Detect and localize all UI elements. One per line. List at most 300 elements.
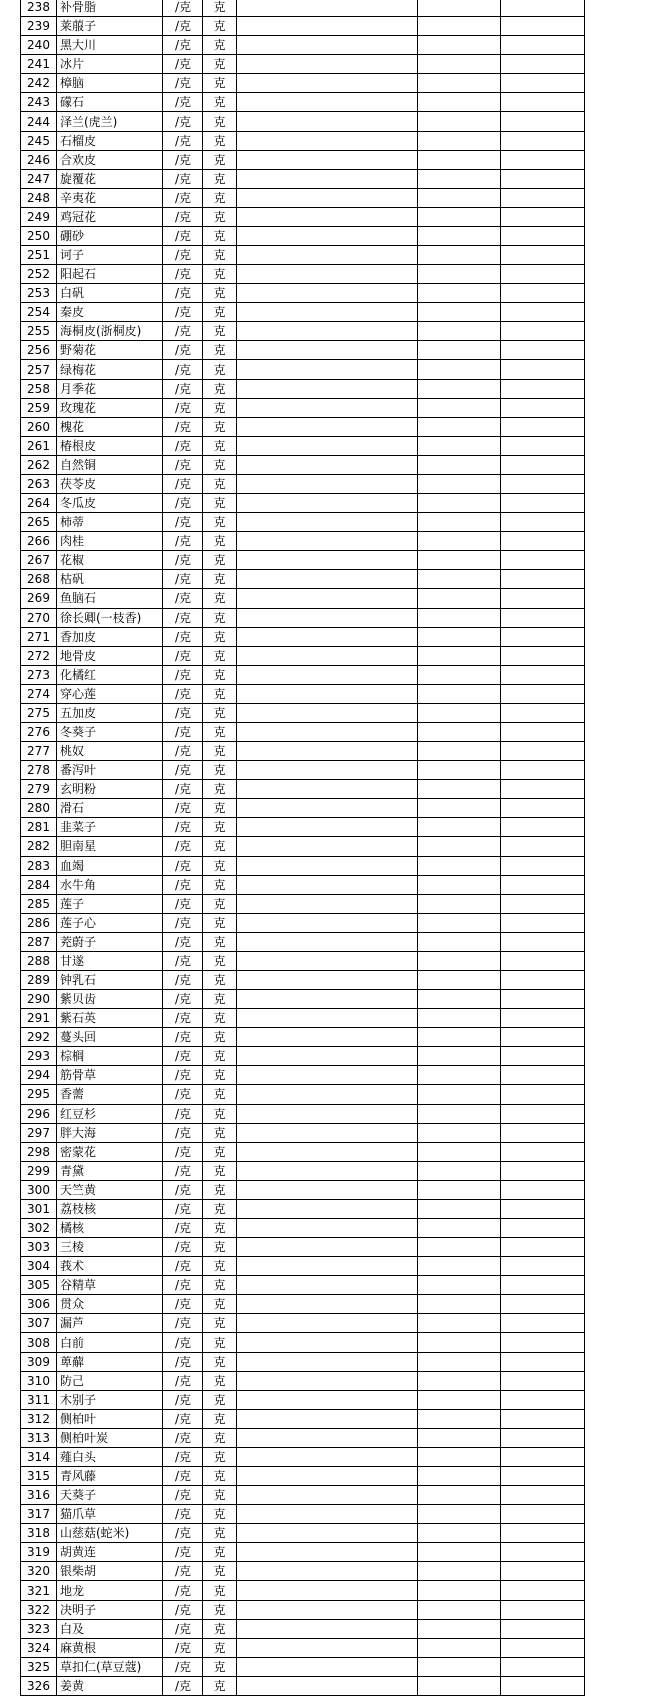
spec-cell: /克 bbox=[163, 970, 203, 989]
table-row bbox=[21, 341, 585, 360]
blank-cell bbox=[418, 532, 501, 551]
spec-cell: /克 bbox=[163, 570, 203, 589]
blank-cell bbox=[237, 1505, 418, 1524]
row-number-cell: 246 bbox=[21, 150, 57, 169]
row-number-cell: 276 bbox=[21, 722, 57, 741]
table-row bbox=[21, 1428, 585, 1447]
blank-cell bbox=[501, 436, 585, 455]
blank-cell bbox=[237, 188, 418, 207]
blank-cell bbox=[237, 398, 418, 417]
blank-cell bbox=[418, 1219, 501, 1238]
row-number-cell: 295 bbox=[21, 1085, 57, 1104]
table-row bbox=[21, 1543, 585, 1562]
table-row bbox=[21, 1104, 585, 1123]
blank-cell bbox=[501, 837, 585, 856]
blank-cell bbox=[501, 1257, 585, 1276]
spec-cell: /克 bbox=[163, 589, 203, 608]
spec-cell: /克 bbox=[163, 1085, 203, 1104]
blank-cell bbox=[501, 532, 585, 551]
item-name-cell: 月季花 bbox=[57, 379, 163, 398]
spec-cell: /克 bbox=[163, 74, 203, 93]
table-row bbox=[21, 1333, 585, 1352]
item-name-cell: 血竭 bbox=[57, 856, 163, 875]
table-row bbox=[21, 837, 585, 856]
unit-cell: 克 bbox=[203, 818, 237, 837]
blank-cell bbox=[418, 875, 501, 894]
row-number-cell: 317 bbox=[21, 1505, 57, 1524]
blank-cell bbox=[418, 1352, 501, 1371]
spec-cell: /克 bbox=[163, 474, 203, 493]
blank-cell bbox=[501, 1104, 585, 1123]
unit-cell: 克 bbox=[203, 1219, 237, 1238]
unit-cell: 克 bbox=[203, 932, 237, 951]
blank-cell bbox=[418, 742, 501, 761]
unit-cell: 克 bbox=[203, 1123, 237, 1142]
blank-cell bbox=[237, 1199, 418, 1218]
item-name-cell: 白前 bbox=[57, 1333, 163, 1352]
item-name-cell: 绿梅花 bbox=[57, 360, 163, 379]
item-name-cell: 谷精草 bbox=[57, 1276, 163, 1295]
table-row bbox=[21, 55, 585, 74]
blank-cell bbox=[501, 1676, 585, 1695]
table-row bbox=[21, 322, 585, 341]
item-name-cell: 穿心莲 bbox=[57, 684, 163, 703]
item-name-cell: 椿根皮 bbox=[57, 436, 163, 455]
spec-cell: /克 bbox=[163, 1467, 203, 1486]
blank-cell bbox=[501, 341, 585, 360]
row-number-cell: 258 bbox=[21, 379, 57, 398]
blank-cell bbox=[418, 780, 501, 799]
item-name-cell: 猫爪草 bbox=[57, 1505, 163, 1524]
item-name-cell: 胡黄连 bbox=[57, 1543, 163, 1562]
item-name-cell: 野菊花 bbox=[57, 341, 163, 360]
item-name-cell: 贯众 bbox=[57, 1295, 163, 1314]
price-table bbox=[20, 0, 585, 1696]
blank-cell bbox=[237, 646, 418, 665]
unit-cell: 克 bbox=[203, 1371, 237, 1390]
blank-cell bbox=[418, 1066, 501, 1085]
table-row bbox=[21, 1123, 585, 1142]
unit-cell: 克 bbox=[203, 74, 237, 93]
item-name-cell: 筋骨草 bbox=[57, 1066, 163, 1085]
item-name-cell: 侧柏叶 bbox=[57, 1409, 163, 1428]
row-number-cell: 324 bbox=[21, 1638, 57, 1657]
blank-cell bbox=[501, 226, 585, 245]
blank-cell bbox=[501, 1638, 585, 1657]
blank-cell bbox=[418, 74, 501, 93]
item-name-cell: 樟脑 bbox=[57, 74, 163, 93]
row-number-cell: 279 bbox=[21, 780, 57, 799]
blank-cell bbox=[237, 856, 418, 875]
blank-cell bbox=[418, 1238, 501, 1257]
spec-cell: /克 bbox=[163, 1295, 203, 1314]
item-name-cell: 紫石英 bbox=[57, 1009, 163, 1028]
blank-cell bbox=[501, 1333, 585, 1352]
row-number-cell: 252 bbox=[21, 265, 57, 284]
unit-cell: 克 bbox=[203, 1180, 237, 1199]
blank-cell bbox=[501, 761, 585, 780]
item-name-cell: 木别子 bbox=[57, 1390, 163, 1409]
unit-cell: 克 bbox=[203, 532, 237, 551]
unit-cell: 克 bbox=[203, 990, 237, 1009]
table-row bbox=[21, 875, 585, 894]
blank-cell bbox=[501, 1562, 585, 1581]
blank-cell bbox=[501, 856, 585, 875]
row-number-cell: 297 bbox=[21, 1123, 57, 1142]
unit-cell: 克 bbox=[203, 455, 237, 474]
blank-cell bbox=[501, 742, 585, 761]
unit-cell: 克 bbox=[203, 1047, 237, 1066]
item-name-cell: 自然铜 bbox=[57, 455, 163, 474]
spec-cell: /克 bbox=[163, 837, 203, 856]
row-number-cell: 250 bbox=[21, 226, 57, 245]
item-name-cell: 徐长卿(一枝香) bbox=[57, 608, 163, 627]
row-number-cell: 315 bbox=[21, 1467, 57, 1486]
unit-cell: 克 bbox=[203, 837, 237, 856]
spec-cell: /克 bbox=[163, 1505, 203, 1524]
spec-cell: /克 bbox=[163, 188, 203, 207]
blank-cell bbox=[501, 1428, 585, 1447]
blank-cell bbox=[418, 1505, 501, 1524]
blank-cell bbox=[418, 684, 501, 703]
table-row bbox=[21, 551, 585, 570]
blank-cell bbox=[237, 703, 418, 722]
blank-cell bbox=[501, 246, 585, 265]
item-name-cell: 薤白头 bbox=[57, 1447, 163, 1466]
blank-cell bbox=[501, 1352, 585, 1371]
blank-cell bbox=[237, 532, 418, 551]
blank-cell bbox=[237, 1390, 418, 1409]
blank-cell bbox=[501, 417, 585, 436]
spec-cell: /克 bbox=[163, 169, 203, 188]
blank-cell bbox=[501, 1581, 585, 1600]
unit-cell: 克 bbox=[203, 1085, 237, 1104]
spec-cell: /克 bbox=[163, 1409, 203, 1428]
item-name-cell: 白矾 bbox=[57, 284, 163, 303]
spec-cell: /克 bbox=[163, 1066, 203, 1085]
spec-cell: /克 bbox=[163, 513, 203, 532]
unit-cell: 克 bbox=[203, 1619, 237, 1638]
item-name-cell: 槐花 bbox=[57, 417, 163, 436]
blank-cell bbox=[237, 1467, 418, 1486]
blank-cell bbox=[501, 188, 585, 207]
item-name-cell: 冬葵子 bbox=[57, 722, 163, 741]
blank-cell bbox=[501, 1295, 585, 1314]
table-row bbox=[21, 1676, 585, 1695]
table-row bbox=[21, 246, 585, 265]
blank-cell bbox=[418, 646, 501, 665]
table-row bbox=[21, 226, 585, 245]
unit-cell: 克 bbox=[203, 150, 237, 169]
spec-cell: /克 bbox=[163, 742, 203, 761]
item-name-cell: 鱼脑石 bbox=[57, 589, 163, 608]
blank-cell bbox=[501, 1219, 585, 1238]
item-name-cell: 硼砂 bbox=[57, 226, 163, 245]
blank-cell bbox=[418, 1409, 501, 1428]
blank-cell bbox=[237, 150, 418, 169]
unit-cell: 克 bbox=[203, 436, 237, 455]
blank-cell bbox=[237, 875, 418, 894]
blank-cell bbox=[501, 665, 585, 684]
row-number-cell: 261 bbox=[21, 436, 57, 455]
spec-cell: /克 bbox=[163, 1619, 203, 1638]
row-number-cell: 257 bbox=[21, 360, 57, 379]
unit-cell: 克 bbox=[203, 1600, 237, 1619]
item-name-cell: 棕榈 bbox=[57, 1047, 163, 1066]
blank-cell bbox=[237, 1161, 418, 1180]
blank-cell bbox=[501, 1505, 585, 1524]
blank-cell bbox=[418, 1371, 501, 1390]
item-name-cell: 三棱 bbox=[57, 1238, 163, 1257]
row-number-cell: 314 bbox=[21, 1447, 57, 1466]
unit-cell: 克 bbox=[203, 1657, 237, 1676]
row-number-cell: 291 bbox=[21, 1009, 57, 1028]
blank-cell bbox=[418, 1486, 501, 1505]
item-name-cell: 枯矾 bbox=[57, 570, 163, 589]
blank-cell bbox=[501, 1066, 585, 1085]
blank-cell bbox=[501, 1161, 585, 1180]
row-number-cell: 310 bbox=[21, 1371, 57, 1390]
item-name-cell: 决明子 bbox=[57, 1600, 163, 1619]
blank-cell bbox=[237, 1333, 418, 1352]
spec-cell: /克 bbox=[163, 1047, 203, 1066]
blank-cell bbox=[501, 703, 585, 722]
unit-cell: 克 bbox=[203, 1486, 237, 1505]
unit-cell: 克 bbox=[203, 246, 237, 265]
table-row bbox=[21, 131, 585, 150]
table-row bbox=[21, 1638, 585, 1657]
unit-cell: 克 bbox=[203, 1066, 237, 1085]
spec-cell: /克 bbox=[163, 1257, 203, 1276]
unit-cell: 克 bbox=[203, 856, 237, 875]
table-row bbox=[21, 665, 585, 684]
spec-cell: /克 bbox=[163, 1028, 203, 1047]
blank-cell bbox=[237, 799, 418, 818]
item-name-cell: 天竺黄 bbox=[57, 1180, 163, 1199]
table-row bbox=[21, 608, 585, 627]
spec-cell: /克 bbox=[163, 1180, 203, 1199]
row-number-cell: 256 bbox=[21, 341, 57, 360]
item-name-cell: 青风藤 bbox=[57, 1467, 163, 1486]
spec-cell: /克 bbox=[163, 608, 203, 627]
unit-cell: 克 bbox=[203, 1199, 237, 1218]
item-name-cell: 肉桂 bbox=[57, 532, 163, 551]
row-number-cell: 267 bbox=[21, 551, 57, 570]
blank-cell bbox=[418, 894, 501, 913]
blank-cell bbox=[418, 1028, 501, 1047]
blank-cell bbox=[237, 818, 418, 837]
item-name-cell: 钟乳石 bbox=[57, 970, 163, 989]
blank-cell bbox=[237, 1619, 418, 1638]
row-number-cell: 308 bbox=[21, 1333, 57, 1352]
blank-cell bbox=[237, 913, 418, 932]
blank-cell bbox=[418, 360, 501, 379]
item-name-cell: 阳起石 bbox=[57, 265, 163, 284]
blank-cell bbox=[237, 1486, 418, 1505]
table-row bbox=[21, 1238, 585, 1257]
unit-cell: 克 bbox=[203, 284, 237, 303]
unit-cell: 克 bbox=[203, 1276, 237, 1295]
blank-cell bbox=[418, 722, 501, 741]
blank-cell bbox=[418, 932, 501, 951]
unit-cell: 克 bbox=[203, 17, 237, 36]
unit-cell: 克 bbox=[203, 226, 237, 245]
blank-cell bbox=[418, 93, 501, 112]
blank-cell bbox=[418, 608, 501, 627]
blank-cell bbox=[237, 742, 418, 761]
table-row bbox=[21, 379, 585, 398]
blank-cell bbox=[501, 1543, 585, 1562]
spec-cell: /克 bbox=[163, 265, 203, 284]
blank-cell bbox=[418, 1543, 501, 1562]
blank-cell bbox=[501, 1390, 585, 1409]
table-row bbox=[21, 1447, 585, 1466]
unit-cell: 克 bbox=[203, 379, 237, 398]
unit-cell: 克 bbox=[203, 1524, 237, 1543]
spec-cell: /克 bbox=[163, 951, 203, 970]
unit-cell: 克 bbox=[203, 1467, 237, 1486]
item-name-cell: 冰片 bbox=[57, 55, 163, 74]
item-name-cell: 番泻叶 bbox=[57, 761, 163, 780]
blank-cell bbox=[418, 322, 501, 341]
item-name-cell: 地骨皮 bbox=[57, 646, 163, 665]
row-number-cell: 255 bbox=[21, 322, 57, 341]
spec-cell: /克 bbox=[163, 398, 203, 417]
spec-cell: /克 bbox=[163, 112, 203, 131]
spec-cell: /克 bbox=[163, 875, 203, 894]
blank-cell bbox=[418, 913, 501, 932]
unit-cell: 克 bbox=[203, 112, 237, 131]
blank-cell bbox=[418, 55, 501, 74]
blank-cell bbox=[501, 990, 585, 1009]
item-name-cell: 石榴皮 bbox=[57, 131, 163, 150]
blank-cell bbox=[501, 1371, 585, 1390]
row-number-cell: 289 bbox=[21, 970, 57, 989]
spec-cell: /克 bbox=[163, 1581, 203, 1600]
table-row bbox=[21, 36, 585, 55]
item-name-cell: 水牛角 bbox=[57, 875, 163, 894]
blank-cell bbox=[501, 1486, 585, 1505]
blank-cell bbox=[501, 169, 585, 188]
blank-cell bbox=[418, 17, 501, 36]
table-row bbox=[21, 894, 585, 913]
blank-cell bbox=[237, 303, 418, 322]
row-number-cell: 240 bbox=[21, 36, 57, 55]
row-number-cell: 306 bbox=[21, 1295, 57, 1314]
blank-cell bbox=[418, 417, 501, 436]
item-name-cell: 姜黄 bbox=[57, 1676, 163, 1695]
row-number-cell: 283 bbox=[21, 856, 57, 875]
blank-cell bbox=[418, 1467, 501, 1486]
row-number-cell: 239 bbox=[21, 17, 57, 36]
blank-cell bbox=[501, 780, 585, 799]
blank-cell bbox=[418, 1333, 501, 1352]
spec-cell: /克 bbox=[163, 1543, 203, 1562]
item-name-cell: 胖大海 bbox=[57, 1123, 163, 1142]
table-row bbox=[21, 1085, 585, 1104]
item-name-cell: 旋覆花 bbox=[57, 169, 163, 188]
spec-cell: /克 bbox=[163, 1333, 203, 1352]
blank-cell bbox=[501, 875, 585, 894]
row-number-cell: 319 bbox=[21, 1543, 57, 1562]
blank-cell bbox=[418, 970, 501, 989]
item-name-cell: 冬瓜皮 bbox=[57, 494, 163, 513]
blank-cell bbox=[501, 1199, 585, 1218]
item-name-cell: 香加皮 bbox=[57, 627, 163, 646]
row-number-cell: 282 bbox=[21, 837, 57, 856]
blank-cell bbox=[501, 722, 585, 741]
spec-cell: /克 bbox=[163, 932, 203, 951]
item-name-cell: 补骨脂 bbox=[57, 0, 163, 17]
spec-cell: /克 bbox=[163, 494, 203, 513]
unit-cell: 克 bbox=[203, 1543, 237, 1562]
blank-cell bbox=[237, 570, 418, 589]
unit-cell: 克 bbox=[203, 780, 237, 799]
blank-cell bbox=[237, 1104, 418, 1123]
table-row bbox=[21, 589, 585, 608]
item-name-cell: 紫贝齿 bbox=[57, 990, 163, 1009]
blank-cell bbox=[501, 513, 585, 532]
table-row bbox=[21, 1161, 585, 1180]
table-row bbox=[21, 742, 585, 761]
table-row bbox=[21, 1371, 585, 1390]
blank-cell bbox=[418, 169, 501, 188]
unit-cell: 克 bbox=[203, 627, 237, 646]
blank-cell bbox=[418, 284, 501, 303]
spec-cell: /克 bbox=[163, 894, 203, 913]
blank-cell bbox=[501, 1009, 585, 1028]
blank-cell bbox=[418, 1638, 501, 1657]
blank-cell bbox=[237, 284, 418, 303]
unit-cell: 克 bbox=[203, 608, 237, 627]
blank-cell bbox=[237, 1123, 418, 1142]
row-number-cell: 285 bbox=[21, 894, 57, 913]
spec-cell: /克 bbox=[163, 1199, 203, 1218]
table-row bbox=[21, 1009, 585, 1028]
blank-cell bbox=[418, 837, 501, 856]
row-number-cell: 287 bbox=[21, 932, 57, 951]
spec-cell: /克 bbox=[163, 0, 203, 17]
spec-cell: /克 bbox=[163, 665, 203, 684]
blank-cell bbox=[418, 589, 501, 608]
table-row bbox=[21, 17, 585, 36]
row-number-cell: 293 bbox=[21, 1047, 57, 1066]
table-row bbox=[21, 112, 585, 131]
unit-cell: 克 bbox=[203, 1676, 237, 1695]
blank-cell bbox=[501, 494, 585, 513]
unit-cell: 克 bbox=[203, 1238, 237, 1257]
row-number-cell: 266 bbox=[21, 532, 57, 551]
blank-cell bbox=[418, 1619, 501, 1638]
table-row bbox=[21, 1505, 585, 1524]
blank-cell bbox=[237, 1219, 418, 1238]
spec-cell: /克 bbox=[163, 207, 203, 226]
blank-cell bbox=[237, 436, 418, 455]
blank-cell bbox=[501, 1619, 585, 1638]
spec-cell: /克 bbox=[163, 1142, 203, 1161]
unit-cell: 克 bbox=[203, 1390, 237, 1409]
spec-cell: /克 bbox=[163, 761, 203, 780]
row-number-cell: 300 bbox=[21, 1180, 57, 1199]
blank-cell bbox=[501, 303, 585, 322]
unit-cell: 克 bbox=[203, 1638, 237, 1657]
item-name-cell: 茯苓皮 bbox=[57, 474, 163, 493]
blank-cell bbox=[418, 112, 501, 131]
row-number-cell: 307 bbox=[21, 1314, 57, 1333]
blank-cell bbox=[237, 1371, 418, 1390]
blank-cell bbox=[237, 932, 418, 951]
item-name-cell: 莪术 bbox=[57, 1257, 163, 1276]
